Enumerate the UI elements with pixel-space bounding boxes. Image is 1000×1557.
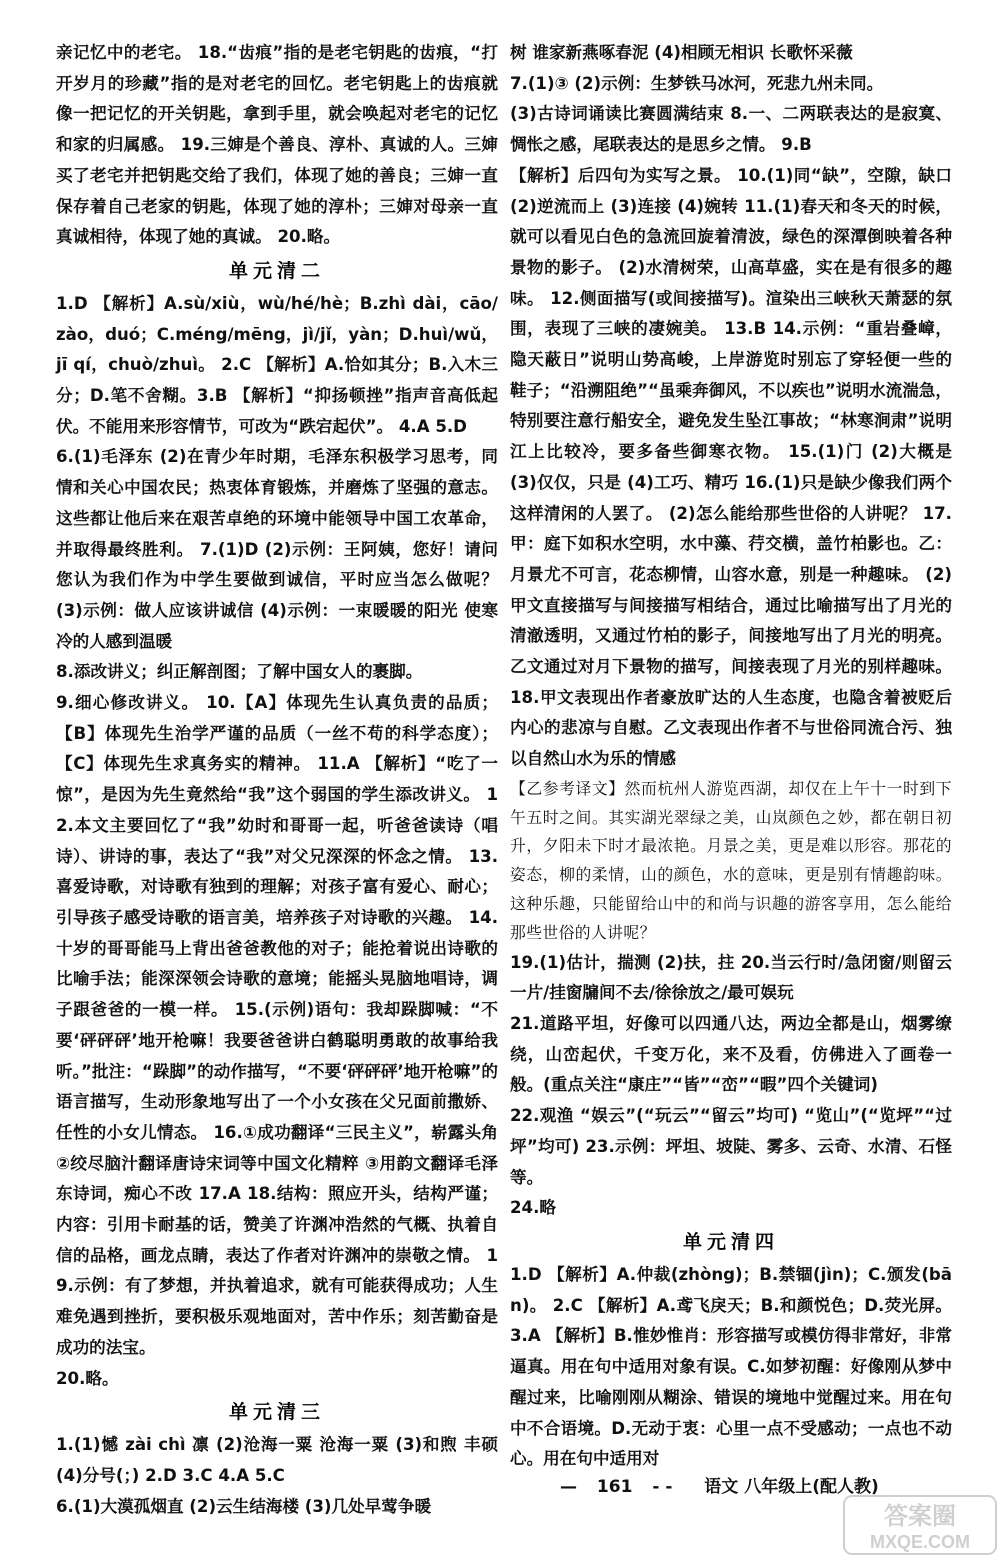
page-number: 161 [596,1477,633,1497]
section-heading: 单元清三 [228,1401,325,1424]
right-column [510,38,952,1475]
svg-text:MXQE.COM: MXQE.COM [869,1532,971,1552]
section-heading: 单元清四 [682,1230,779,1253]
paragraph: 6.(1)大漠孤烟直 (2)云生结海楼 (3)几处早莺争暖 [56,1496,432,1516]
paragraph: 22.观渔 “娱云”(“玩云”“留云”均可) “览山”(“览坪”“过坪”均可) 23.示例：坪坦、坡陡、雾多、云奇、水清、石怪等。 [510,1106,952,1187]
paragraph: 树 谁家新燕啄春泥 (4)相顾无相识 长歌怀采薇 [510,43,853,62]
watermark-logo [842,1494,998,1556]
footer-dash: - - [652,1477,673,1497]
paragraph: 1.D 【解析】A.仲裁(zhòng)；B.禁锢(jìn)；C.颁发(bān)。 2.C 【解析】A.鸢飞戾天；B.和颜悦色；D.荧光屏。 3.A 【解析】B.惟妙惟肖：形容描写或模仿得非常好，非常逼真。用在句中适用对象有误。C.如梦初醒：好像刚从梦中醒过来，比喻刚刚从糊涂、错误的境地中觉醒过来。用在句中不合语境。D.无动于衷：心里一点不受感动；一点也不动心。用在句中适用对 [510,1264,952,1469]
paragraph: 【解析】后四句为实写之景。 10.(1)同“缺”，空隙，缺口 (2)逆流而上 (3)连接 (4)婉转 11.(1)春天和冬天的时候，就可以看见白色的急流回旋着清波，绿色的深潭倒映着各种景物的影子。 (2)水清树荣，山高草盛，实在是有很多的趣味。 12.侧面描写(或间接描写)。渲染出三峡秋天萧瑟的氛围，表现了三峡的凄婉美。 13.B 14.示例：“重岩叠嶂，隐天蔽日”说明山势高峻，上岸游览时别忘了穿轻便一些的鞋子；“沿溯阻绝”“虽乘奔御风，不以疾也”说明水流湍急，特别要注意行船安全，避免发生坠江事故；“林寒涧肃”说明江上比较冷，要多备些御寒衣物。 15.(1)门 (2)大概是 (3)仅仅，只是 (4)工巧、精巧 16.(1)只是缺少像我们两个这样清闲的人罢了。 (2)怎么能给那些世俗的人讲呢？ 17.甲：庭下如积水空明，水中藻、荇交横，盖竹柏影也。乙：月景尤不可言，花态柳情，山容水意，别是一种趣味。 (2)甲文直接描写与间接描写相结合，通过比喻描写出了月光的清澈透明，又通过竹柏的影子，间接地写出了月光的明亮。乙文通过对月下景物的描写，间接表现了月光的别样趣味。 18.甲文表现出作者豪放旷达的人生态度，也隐含着被贬后内心的悲凉与自慰。乙文表现出作者不与世俗同流合污、独以自然山水为乐的情感 [510,165,952,769]
paragraph: 20.略。 [56,1368,119,1388]
paragraph: 9.细心修改讲义。 10.【A】体现先生认真负责的品质；【B】体现先生治学严谨的品质（一丝不苟的科学态度）；【C】体现先生求真务实的精神。 11.A 【解析】“吃了一惊”，是因为先生竟然给“我”这个弱国的学生添改讲义。 12.本文主要回忆了“我”幼时和哥哥一起，听爸爸读诗（唱诗）、讲诗的事，表达了“我”对父兄深深的怀念之情。 13.喜爱诗歌，对诗歌有独到的理解；对孩子富有爱心、耐心；引导孩子感受诗歌的语言美，培养孩子对诗歌的兴趣。 14.十岁的哥哥能马上背出爸爸教他的对子；能抢着说出诗歌的比喻手法；能深深领会诗歌的意境；能摇头晃脑地唱诗，调子跟爸爸的一模一样。 15.(示例)语句：我却跺脚喊：“不要‘砰砰砰’地开枪嘛！我要爸爸讲白鹤聪明勇敢的故事给我听。”批注：“跺脚”的动作描写，“不要‘砰砰砰’地开枪嘛”的语言描写，生动形象地写出了一个小女孩在父兄面前撒娇、任性的小女儿情态。 16.①成功翻译“三民主义”，崭露头角 ②绞尽脑汁翻译唐诗宋词等中国文化精粹 ③用韵文翻译毛泽东诗词，痴心不改 17.A 18.结构：照应开头，结构严谨；内容：引用卡耐基的话，赞美了许渊冲浩然的气概、执着自信的品格，画龙点睛，表达了作者对许渊冲的崇敬之情。 19.示例：有了梦想，并执着追求，就有可能获得成功；人生难免遇到挫折，要积极乐观地面对，苦中作乐；刻苦勤奋是成功的法宝。 [56,693,498,1357]
paragraph: 8.添改讲义；纠正解剖图；了解中国女人的裹脚。 [56,662,423,682]
paragraph: 7.(1)③ (2)示例：生梦铁马冰河，死悲九州未同。 [510,73,884,93]
footer-subject: 语文 [704,1477,739,1497]
paragraph: 1.(1)憾 zài chì 凛 (2)沧海一粟 沧海一粟 (3)和煦 丰硕 (4)分号(；) 2.D 3.C 4.A 5.C [56,1435,498,1485]
paragraph: 亲记忆中的老宅。 18.“齿痕”指的是老宅钥匙的齿痕，“打开岁月的珍藏”指的是对老宅的回忆。老宅钥匙上的齿痕就像一把记忆的开关钥匙，拿到手里，就会唤起对老宅的记忆和家的归属感。 19.三婶是个善良、淳朴、真诚的人。三婶买了老宅并把钥匙交给了我们，体现了她的善良；三婶一直保存着自己老家的钥匙，体现了她的淳朴；三婶对母亲一直真诚相待，体现了她的真诚。 20.略。 [56,43,498,247]
svg-text:答案圈: 答案圈 [884,1503,956,1530]
paragraph: 21.道路平坦，好像可以四通八达，两边全都是山，烟雾缭绕，山峦起伏，千变万化，来不及看，仿佛进入了画卷一般。(重点关注“康庄”“皆”“峦”“暇”四个关键词) [510,1014,952,1095]
section-heading: 单元清二 [228,259,325,282]
paragraph: (3)古诗词诵读比赛圆满结束 8.一、二两联表达的是寂寞、惆怅之感，尾联表达的是思乡之情。 9.B [510,104,952,155]
paragraph: 24.略 [510,1198,556,1218]
footer-grade: 八年级上(配人教) [744,1477,879,1497]
left-column [56,38,498,1522]
paragraph: 6.(1)毛泽东 (2)在青少年时期，毛泽东积极学习思考，同情和关心中国农民；热衷体育锻炼，并磨炼了坚强的意志。这些都让他后来在艰苦卓绝的环境中能领导中国工农革命，并取得最终胜利。 7.(1)D (2)示例：王阿姨，您好！请问您认为我们作为中学生要做到诚信，平时应当怎么做呢？ (3)示例：做人应该讲诚信 (4)示例：一束暖暖的阳光 使寒冷的人感到温暖 [56,447,498,651]
page-footer [560,1472,879,1497]
translation-paragraph: 【乙参考译文】然而杭州人游览西湖，却仅在上午十一时到下午五时之间。其实湖光翠绿之美，山岚颜色之妙，都在朝日初升，夕阳未下时才最浓艳。月景之美，更是难以形容。那花的姿态，柳的柔情，山的颜色，水的意味，更是别有情趣韵味。这种乐趣，只能留给山中的和尚与识趣的游客享用，怎么能给那些世俗的人讲呢？ [510,778,952,942]
paragraph: 19.(1)估计，揣测 (2)扶，拄 20.当云行时/急闭窗/则留云一片/挂窗牖间不去/徐徐放之/最可娱玩 [510,952,952,1003]
footer-dash: — [560,1477,577,1497]
paragraph: 1.D 【解析】A.sù/xiù，wù/hé/hè；B.zhì dài，cāo/zào，duó；C.méng/mēng，jì/jǐ，yàn；D.huì/wǔ，jī qí，chuò/zhuì。 2.C 【解析】A.恰如其分；B.入木三分；D.笔不舍糊。3.B 【解析】“抑扬顿挫”指声音高低起伏。不能用来形容情节，可改为“跌宕起伏”。 4.A 5.D [56,293,498,436]
